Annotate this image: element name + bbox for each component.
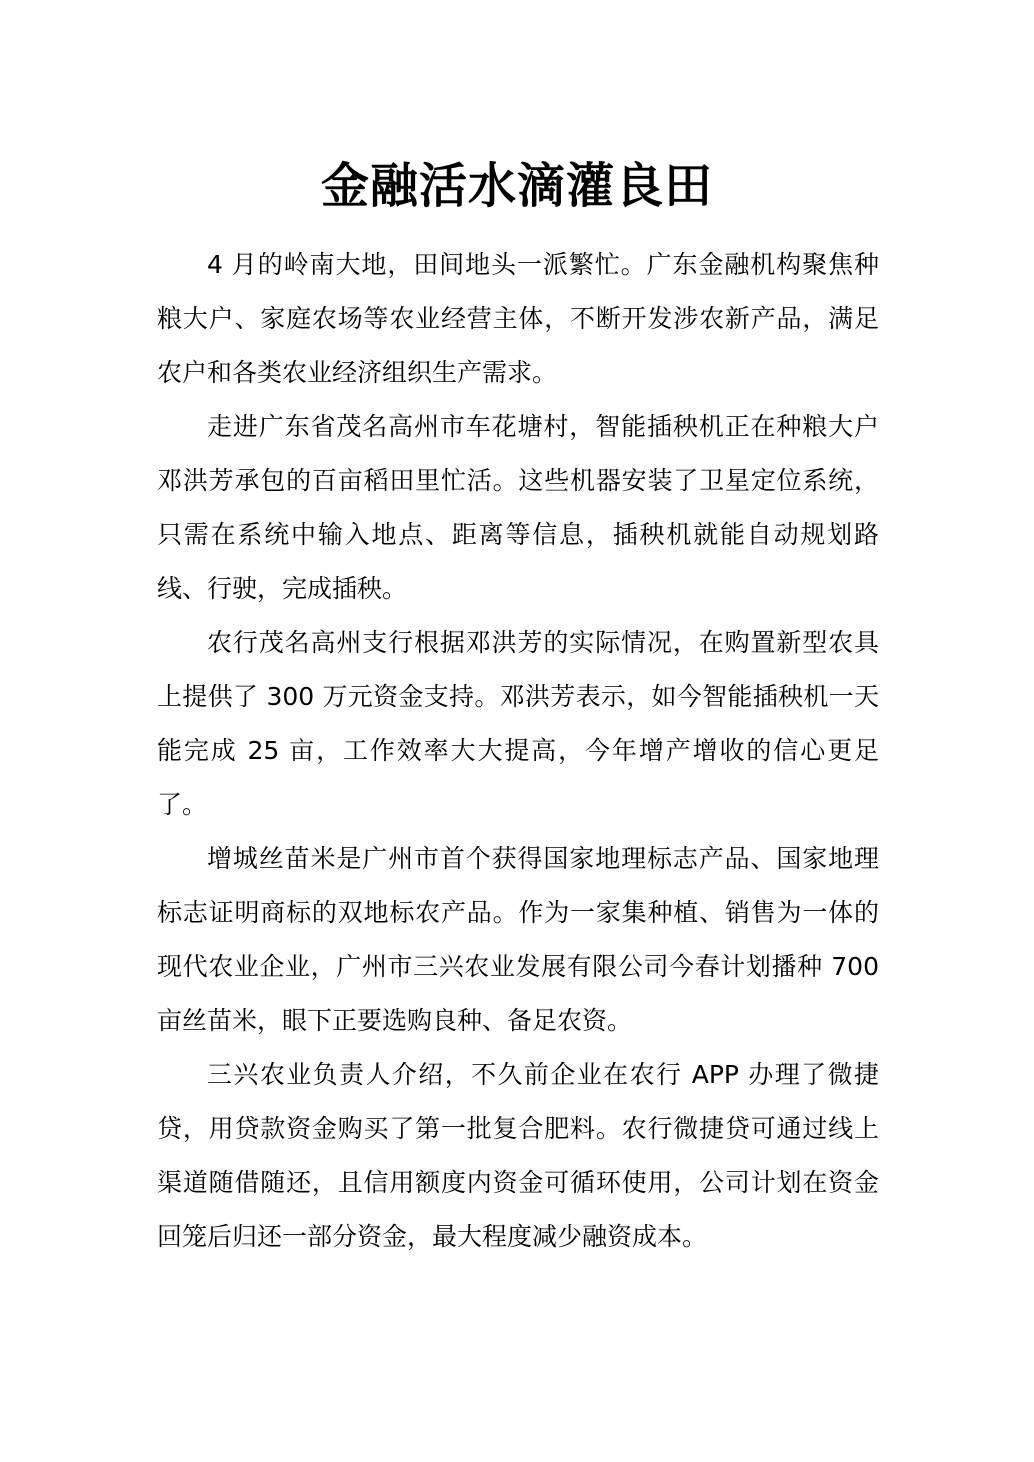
paragraph-1: 4 月的岭南大地，田间地头一派繁忙。广东金融机构聚焦种粮大户、家庭农场等农业经营主体，不断开发涉农新产品，满足农户和各类农业经济组织生产需求。 <box>157 250 879 387</box>
paragraph-3: 农行茂名高州支行根据邓洪芳的实际情况，在购置新型农具上提供了 300 万元资金支持。邓洪芳表示，如今智能插秧机一天能完成 25 亩，工作效率大大提高，今年增产增收的信心更足了。 <box>157 628 879 819</box>
document-title: 金融活水滴灌良田 <box>320 158 713 214</box>
paragraph-4: 增城丝苗米是广州市首个获得国家地理标志产品、国家地理标志证明商标的双地标农产品。作为一家集种植、销售为一体的现代农业企业，广州市三兴农业发展有限公司今春计划播种 700 亩丝苗米，眼下正要选购良种、备足农资。 <box>157 844 879 1035</box>
paragraph-5: 三兴农业负责人介绍，不久前企业在农行 APP 办理了微捷贷，用贷款资金购买了第一批复合肥料。农行微捷贷可通过线上渠道随借随还，且信用额度内资金可循环使用，公司计划在资金回笼后归还一部分资金，最大程度减少融资成本。 <box>157 1060 879 1251</box>
document-body <box>157 238 879 1264</box>
paragraph-2: 走进广东省茂名高州市车花塘村，智能插秧机正在种粮大户邓洪芳承包的百亩稻田里忙活。这些机器安装了卫星定位系统，只需在系统中输入地点、距离等信息，插秧机就能自动规划路线、行驶，完成插秧。 <box>157 412 879 603</box>
